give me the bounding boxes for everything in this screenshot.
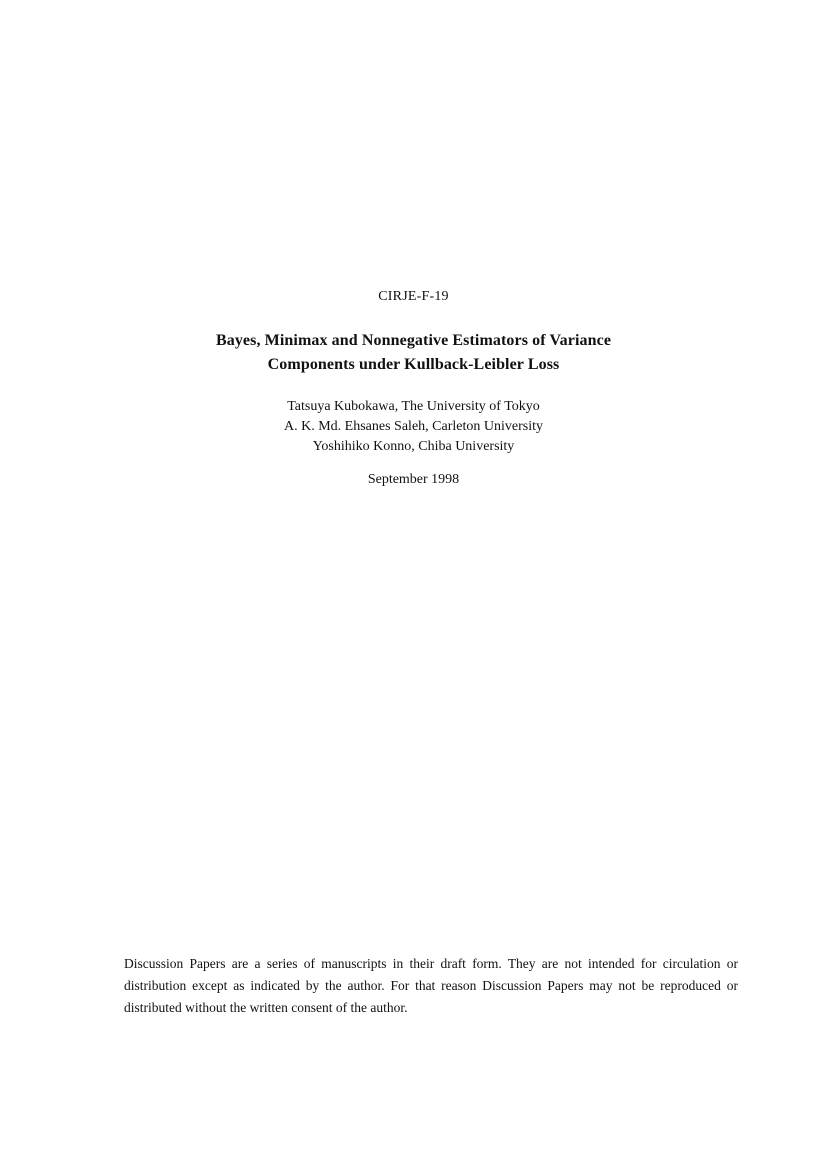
paper-title bbox=[0, 329, 827, 377]
publication-date: September 1998 bbox=[367, 472, 460, 487]
title-line-2: Components under Kullback-Leibler Loss bbox=[267, 356, 560, 373]
author-3: Yoshihiko Konno, Chiba University bbox=[312, 439, 515, 454]
report-number: CIRJE-F-19 bbox=[378, 289, 449, 304]
disclaimer-note: Discussion Papers are a series of manuscripts in their draft form. They are not intended for circulation or distribution except as indicated by the author. For that reason Discussion Papers may not be reproduced or distributed without the written consent of the author. bbox=[124, 956, 738, 1015]
author-list bbox=[0, 397, 827, 457]
author-2: A. K. Md. Ehsanes Saleh, Carleton University bbox=[284, 419, 543, 434]
title-line-1: Bayes, Minimax and Nonnegative Estimators of Variance bbox=[215, 332, 612, 349]
author-1: Tatsuya Kubokawa, The University of Tokyo bbox=[287, 399, 540, 414]
